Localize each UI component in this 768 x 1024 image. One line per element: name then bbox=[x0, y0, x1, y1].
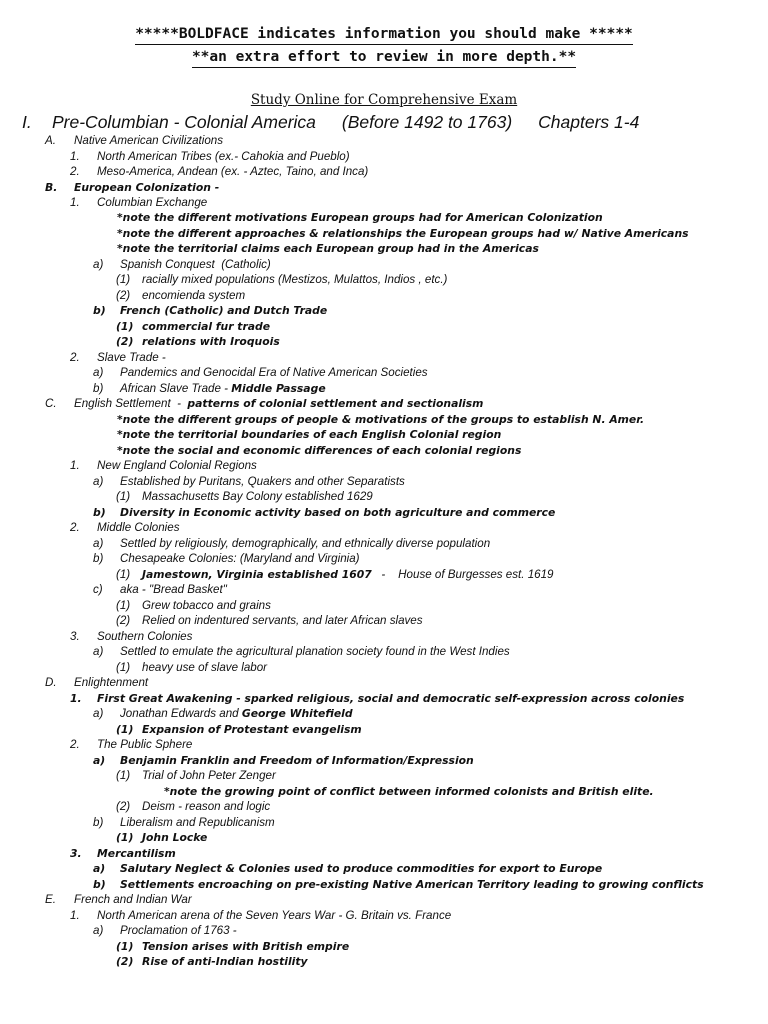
outline-text: Enlightenment bbox=[74, 676, 149, 689]
outline-bold-text: Jamestown, Virginia established 1607 bbox=[142, 568, 372, 581]
outline-marker: c) bbox=[93, 583, 103, 596]
outline-text: Grew tobacco and grains bbox=[142, 599, 271, 612]
outline-text: Proclamation of 1763 - bbox=[120, 924, 237, 937]
outline-marker: a) bbox=[93, 645, 104, 658]
outline-text: First Great Awakening - sparked religious, social and democratic self-expression across colonies bbox=[97, 692, 685, 705]
outline-line bbox=[117, 427, 501, 442]
outline-text: North American arena of the Seven Years War - G. Britain vs. France bbox=[97, 909, 452, 922]
outline-line bbox=[70, 629, 192, 644]
outline-marker: (1) bbox=[116, 599, 131, 612]
outline-line bbox=[116, 288, 245, 303]
outline-marker: 1. bbox=[70, 150, 80, 163]
outline-marker: 2. bbox=[70, 738, 80, 751]
outline-marker: a) bbox=[93, 707, 104, 720]
section-numeral: I. bbox=[22, 112, 32, 132]
outline-line bbox=[70, 908, 451, 923]
outline-marker: b) bbox=[93, 304, 106, 317]
section-title: Pre-Columbian - Colonial America bbox=[52, 112, 316, 132]
outline-line bbox=[93, 303, 327, 318]
outline-marker: b) bbox=[93, 878, 106, 891]
outline-text: heavy use of slave labor bbox=[142, 661, 268, 674]
outline-line bbox=[70, 737, 192, 752]
outline-line bbox=[93, 257, 271, 272]
outline-text: Columbian Exchange bbox=[97, 196, 208, 209]
outline-line bbox=[116, 319, 270, 334]
outline-marker: b) bbox=[93, 552, 104, 565]
outline-line bbox=[70, 164, 368, 179]
outline-marker: 1. bbox=[70, 909, 80, 922]
outline-marker: 2. bbox=[70, 165, 80, 178]
outline-marker: (1) bbox=[116, 769, 131, 782]
outline-text: North American Tribes (ex.- Cahokia and Pueblo) bbox=[97, 150, 350, 163]
outline-text: Mercantilism bbox=[97, 847, 176, 860]
outline-line bbox=[117, 443, 521, 458]
outline-text: Settlements encroaching on pre-existing Native American Territory leading to growing conflicts bbox=[120, 878, 704, 891]
outline-line bbox=[93, 536, 490, 551]
outline-text: John Locke bbox=[142, 831, 208, 844]
outline-marker: (1) bbox=[116, 568, 131, 581]
outline-text: Established by Puritans, Quakers and other Separatists bbox=[120, 475, 405, 488]
outline-line bbox=[116, 334, 280, 349]
outline-marker: b) bbox=[93, 506, 106, 519]
outline-line bbox=[116, 272, 447, 287]
outline-line bbox=[116, 567, 554, 582]
outline-line bbox=[70, 458, 257, 473]
outline-text: Middle Colonies bbox=[97, 521, 180, 534]
outline-line bbox=[70, 195, 207, 210]
outline-bold-text: Middle Passage bbox=[231, 382, 326, 395]
outline-marker: a) bbox=[93, 258, 104, 271]
outline-line bbox=[45, 892, 192, 907]
outline-marker: a) bbox=[93, 366, 104, 379]
outline-marker: (2) bbox=[116, 614, 131, 627]
outline-text: African Slave Trade - bbox=[120, 382, 232, 395]
outline-text: Tension arises with British empire bbox=[142, 940, 350, 953]
outline-text: Jonathan Edwards and bbox=[120, 707, 242, 720]
outline-marker: (2) bbox=[116, 955, 134, 968]
outline-text: Meso-America, Andean (ex. - Aztec, Taino, and Inca) bbox=[97, 165, 369, 178]
outline-marker: b) bbox=[93, 382, 104, 395]
outline-text: encomienda system bbox=[142, 289, 246, 302]
outline-marker: (2) bbox=[116, 289, 131, 302]
outline-line bbox=[70, 846, 176, 861]
outline-line bbox=[116, 799, 270, 814]
outline-marker: C. bbox=[45, 397, 57, 410]
outline-text: relations with Iroquois bbox=[142, 335, 280, 348]
outline-line bbox=[45, 396, 483, 411]
outline-line bbox=[93, 582, 227, 597]
outline-text: *note the territorial boundaries of each English Colonial region bbox=[117, 428, 502, 441]
outline-marker: A. bbox=[45, 134, 56, 147]
outline-line bbox=[93, 505, 555, 520]
outline-line bbox=[117, 210, 603, 225]
outline-line bbox=[117, 241, 539, 256]
outline-bold-text: George Whitefield bbox=[241, 707, 353, 720]
outline-marker: (1) bbox=[116, 723, 134, 736]
outline-line bbox=[93, 815, 275, 830]
outline-marker: (1) bbox=[116, 273, 131, 286]
outline-line bbox=[116, 830, 207, 845]
outline-marker: 2. bbox=[70, 521, 80, 534]
outline-line bbox=[164, 784, 654, 799]
outline-line bbox=[93, 877, 704, 892]
outline-marker: a) bbox=[93, 537, 104, 550]
outline-marker: (1) bbox=[116, 661, 131, 674]
outline-line bbox=[117, 412, 644, 427]
outline-line bbox=[93, 474, 405, 489]
outline-line bbox=[70, 691, 684, 706]
outline-line bbox=[70, 149, 350, 164]
outline-line bbox=[116, 613, 423, 628]
section-dates: (Before 1492 to 1763) bbox=[341, 112, 513, 132]
outline-line bbox=[70, 350, 166, 365]
outline-line bbox=[45, 675, 148, 690]
outline-line bbox=[116, 489, 373, 504]
outline-marker: a) bbox=[93, 862, 106, 875]
outline-text: Pandemics and Genocidal Era of Native American Societies bbox=[120, 366, 428, 379]
outline-marker: (1) bbox=[116, 320, 134, 333]
outline-marker: E. bbox=[45, 893, 56, 906]
outline-marker: (1) bbox=[116, 490, 131, 503]
outline-text: Diversity in Economic activity based on both agriculture and commerce bbox=[120, 506, 556, 519]
boldface-notice-line1: *****BOLDFACE indicates information you should make ***** bbox=[0, 26, 768, 42]
outline-marker: (1) bbox=[116, 831, 134, 844]
outline-line bbox=[116, 722, 362, 737]
outline-line bbox=[116, 954, 308, 969]
outline-text: Chesapeake Colonies: (Maryland and Virginia) bbox=[120, 552, 360, 565]
outline-text: Benjamin Franklin and Freedom of Information/Expression bbox=[120, 754, 474, 767]
boldface-notice-line2: **an extra effort to review in more depth.** bbox=[0, 49, 768, 65]
outline-marker: a) bbox=[93, 924, 104, 937]
outline-text: *note the territorial claims each European group had in the Americas bbox=[117, 242, 539, 255]
section-chapters: Chapters 1-4 bbox=[538, 112, 640, 132]
outline-line bbox=[93, 861, 602, 876]
outline-line bbox=[116, 939, 349, 954]
outline-marker: (2) bbox=[116, 335, 134, 348]
outline-text: Native American Civilizations bbox=[74, 134, 224, 147]
outline-marker: b) bbox=[93, 816, 104, 829]
outline-text: Rise of anti-Indian hostility bbox=[142, 955, 308, 968]
outline-text: The Public Sphere bbox=[97, 738, 193, 751]
outline-marker: 3. bbox=[70, 847, 82, 860]
outline-text: aka - "Bread Basket" bbox=[120, 583, 227, 596]
outline-marker: (2) bbox=[116, 800, 131, 813]
outline-line bbox=[45, 133, 223, 148]
outline-text: Slave Trade - bbox=[97, 351, 166, 364]
outline-line bbox=[116, 660, 267, 675]
outline-text: European Colonization - bbox=[74, 181, 220, 194]
outline-line bbox=[45, 180, 219, 195]
outline-line bbox=[93, 706, 353, 721]
outline-text: commercial fur trade bbox=[142, 320, 271, 333]
outline-line bbox=[93, 381, 326, 396]
outline-text: *note the different approaches & relationships the European groups had w/ Native Americans bbox=[117, 227, 689, 240]
outline-text: Settled to emulate the agricultural planation society found in the West Indies bbox=[120, 645, 510, 658]
outline-text: Expansion of Protestant evangelism bbox=[142, 723, 362, 736]
outline-text: French (Catholic) and Dutch Trade bbox=[120, 304, 328, 317]
outline-marker: 1. bbox=[70, 459, 80, 472]
outline-marker: a) bbox=[93, 754, 106, 767]
outline-text: racially mixed populations (Mestizos, Mulattos, Indios , etc.) bbox=[142, 273, 448, 286]
outline-marker: B. bbox=[45, 181, 58, 194]
outline-text: English Settlement - bbox=[74, 397, 188, 410]
outline-text: French and Indian War bbox=[74, 893, 192, 906]
outline-marker: 1. bbox=[70, 196, 80, 209]
outline-text: Relied on indentured servants, and later African slaves bbox=[142, 614, 423, 627]
outline-text: Trial of John Peter Zenger bbox=[142, 769, 276, 782]
outline-line bbox=[93, 923, 237, 938]
outline-text: Massachusetts Bay Colony established 1629 bbox=[142, 490, 373, 503]
outline-marker: (1) bbox=[116, 940, 134, 953]
outline-text: Spanish Conquest (Catholic) bbox=[120, 258, 271, 271]
outline-text: *note the different motivations European groups had for American Colonization bbox=[117, 211, 603, 224]
outline-marker: 1. bbox=[70, 692, 82, 705]
outline-text: - House of Burgesses est. 1619 bbox=[371, 568, 554, 581]
outline-text: Deism - reason and logic bbox=[142, 800, 271, 813]
outline-line bbox=[116, 768, 276, 783]
outline-text: New England Colonial Regions bbox=[97, 459, 257, 472]
outline-bold-text: patterns of colonial settlement and sectionalism bbox=[187, 397, 484, 410]
outline-line bbox=[117, 226, 689, 241]
outline-line bbox=[116, 598, 271, 613]
outline-text: Southern Colonies bbox=[97, 630, 193, 643]
outline-text: *note the growing point of conflict between informed colonists and British elite. bbox=[164, 785, 654, 798]
outline-line bbox=[93, 365, 428, 380]
study-title: Study Online for Comprehensive Exam bbox=[250, 92, 518, 108]
outline-line bbox=[93, 753, 474, 768]
outline-marker: 3. bbox=[70, 630, 80, 643]
outline-text: *note the different groups of people & motivations of the groups to establish N. Amer. bbox=[117, 413, 645, 426]
outline-text: *note the social and economic differences of each colonial regions bbox=[117, 444, 522, 457]
outline-text: Liberalism and Republicanism bbox=[120, 816, 275, 829]
outline-marker: D. bbox=[45, 676, 57, 689]
outline-line bbox=[93, 644, 510, 659]
outline-line bbox=[70, 520, 180, 535]
outline-marker: 2. bbox=[70, 351, 80, 364]
outline-text: Salutary Neglect & Colonies used to produce commodities for export to Europe bbox=[120, 862, 603, 875]
outline-line bbox=[93, 551, 360, 566]
section-heading bbox=[22, 112, 639, 133]
outline-marker: a) bbox=[93, 475, 104, 488]
outline-text: Settled by religiously, demographically, and ethnically diverse population bbox=[120, 537, 491, 550]
